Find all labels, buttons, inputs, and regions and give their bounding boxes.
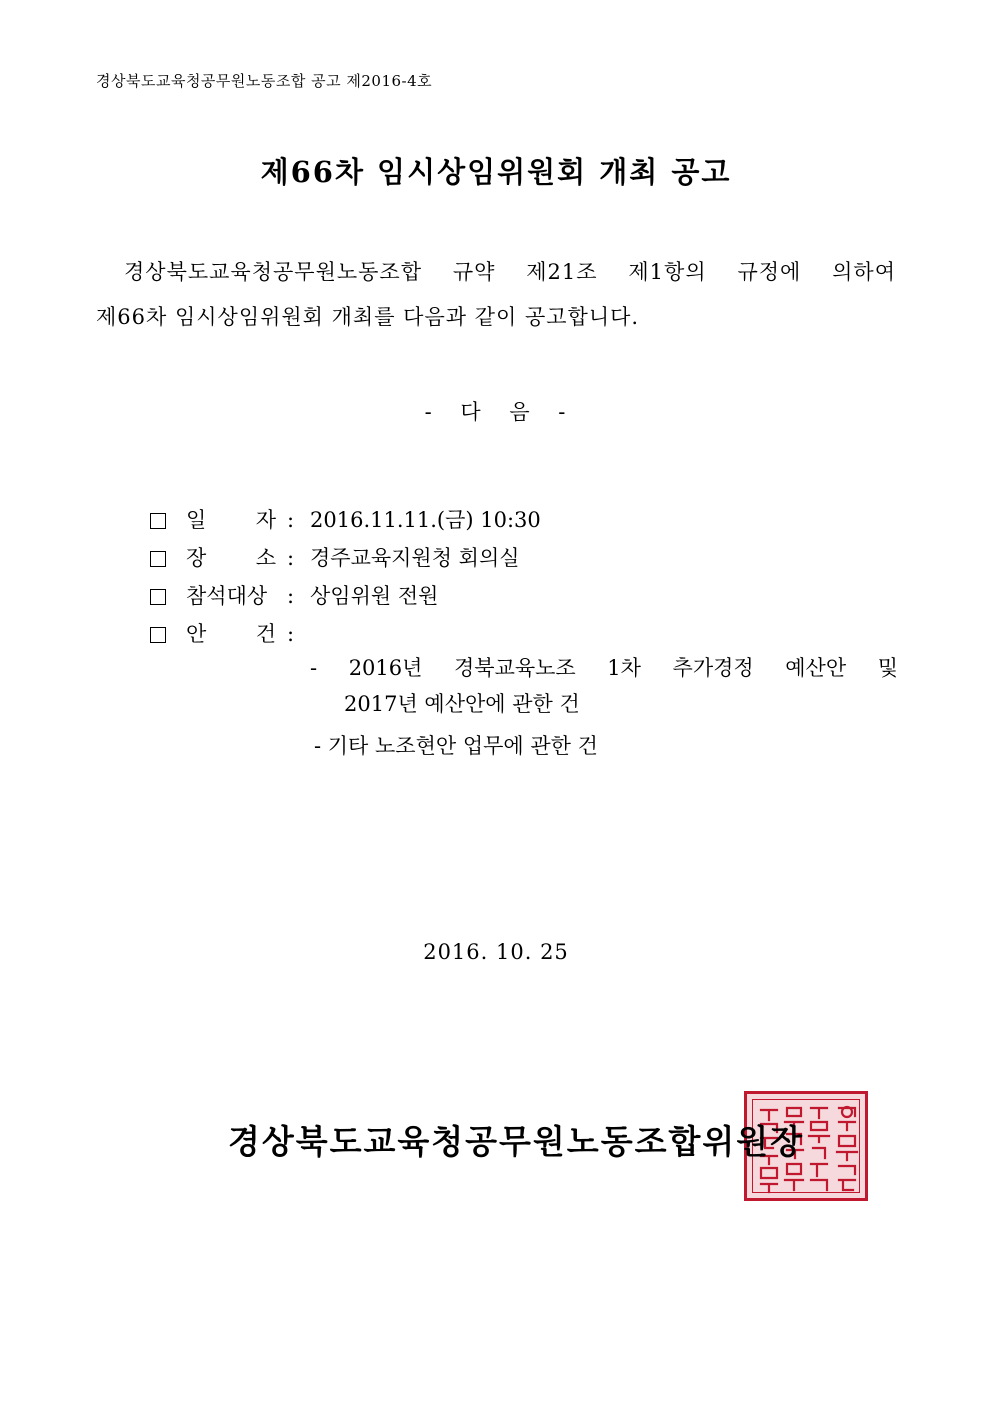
section-heading: - 다 음 - [424,400,568,424]
item-colon: : [287,508,295,532]
agenda-item-1-continued: 2017년 예산안에 관한 건 [344,692,580,716]
item-label: 참석대상 [186,584,268,608]
item-label: 안 건 [186,622,276,646]
checkbox-square-icon [150,551,166,567]
checkbox-square-icon [150,513,166,529]
item-value: 상임위원 전원 [310,584,439,608]
intro-line-1: 경상북도교육청공무원노동조합 규약 제21조 제1항의 규정에 의하여 [124,260,896,284]
item-colon: : [287,546,295,570]
item-place [150,543,910,581]
item-date [150,505,910,543]
item-value: 경주교육지원청 회의실 [310,546,520,570]
intro-paragraph [96,250,896,340]
agenda-list [310,653,898,767]
signer-name: 경상북도교육청공무원노동조합위원장 [228,1122,804,1161]
item-value: 2016.11.11.(금) 10:30 [310,508,541,532]
item-colon: : [287,584,295,608]
item-list [150,505,910,657]
checkbox-square-icon [150,589,166,605]
item-label: 장 소 [186,546,276,570]
item-colon: : [287,622,295,646]
document-date: 2016. 10. 25 [423,940,569,964]
document-number: 경상북도교육청공무원노동조합 공고 제2016-4호 [96,72,433,90]
document-title: 제66차 임시상임위원회 개최 공고 [260,155,732,189]
item-attendees [150,581,910,619]
item-label: 일 자 [186,508,276,532]
checkbox-square-icon [150,627,166,643]
agenda-item-1: - 2016년 경북교육노조 1차 추가경정 예산안 및 [310,656,898,680]
item-agenda [150,619,910,657]
agenda-item-2: - 기타 노조현안 업무에 관한 건 [314,734,598,758]
intro-line-2: 제66차 임시상임위원회 개최를 다음과 같이 공고합니다. [96,305,640,329]
